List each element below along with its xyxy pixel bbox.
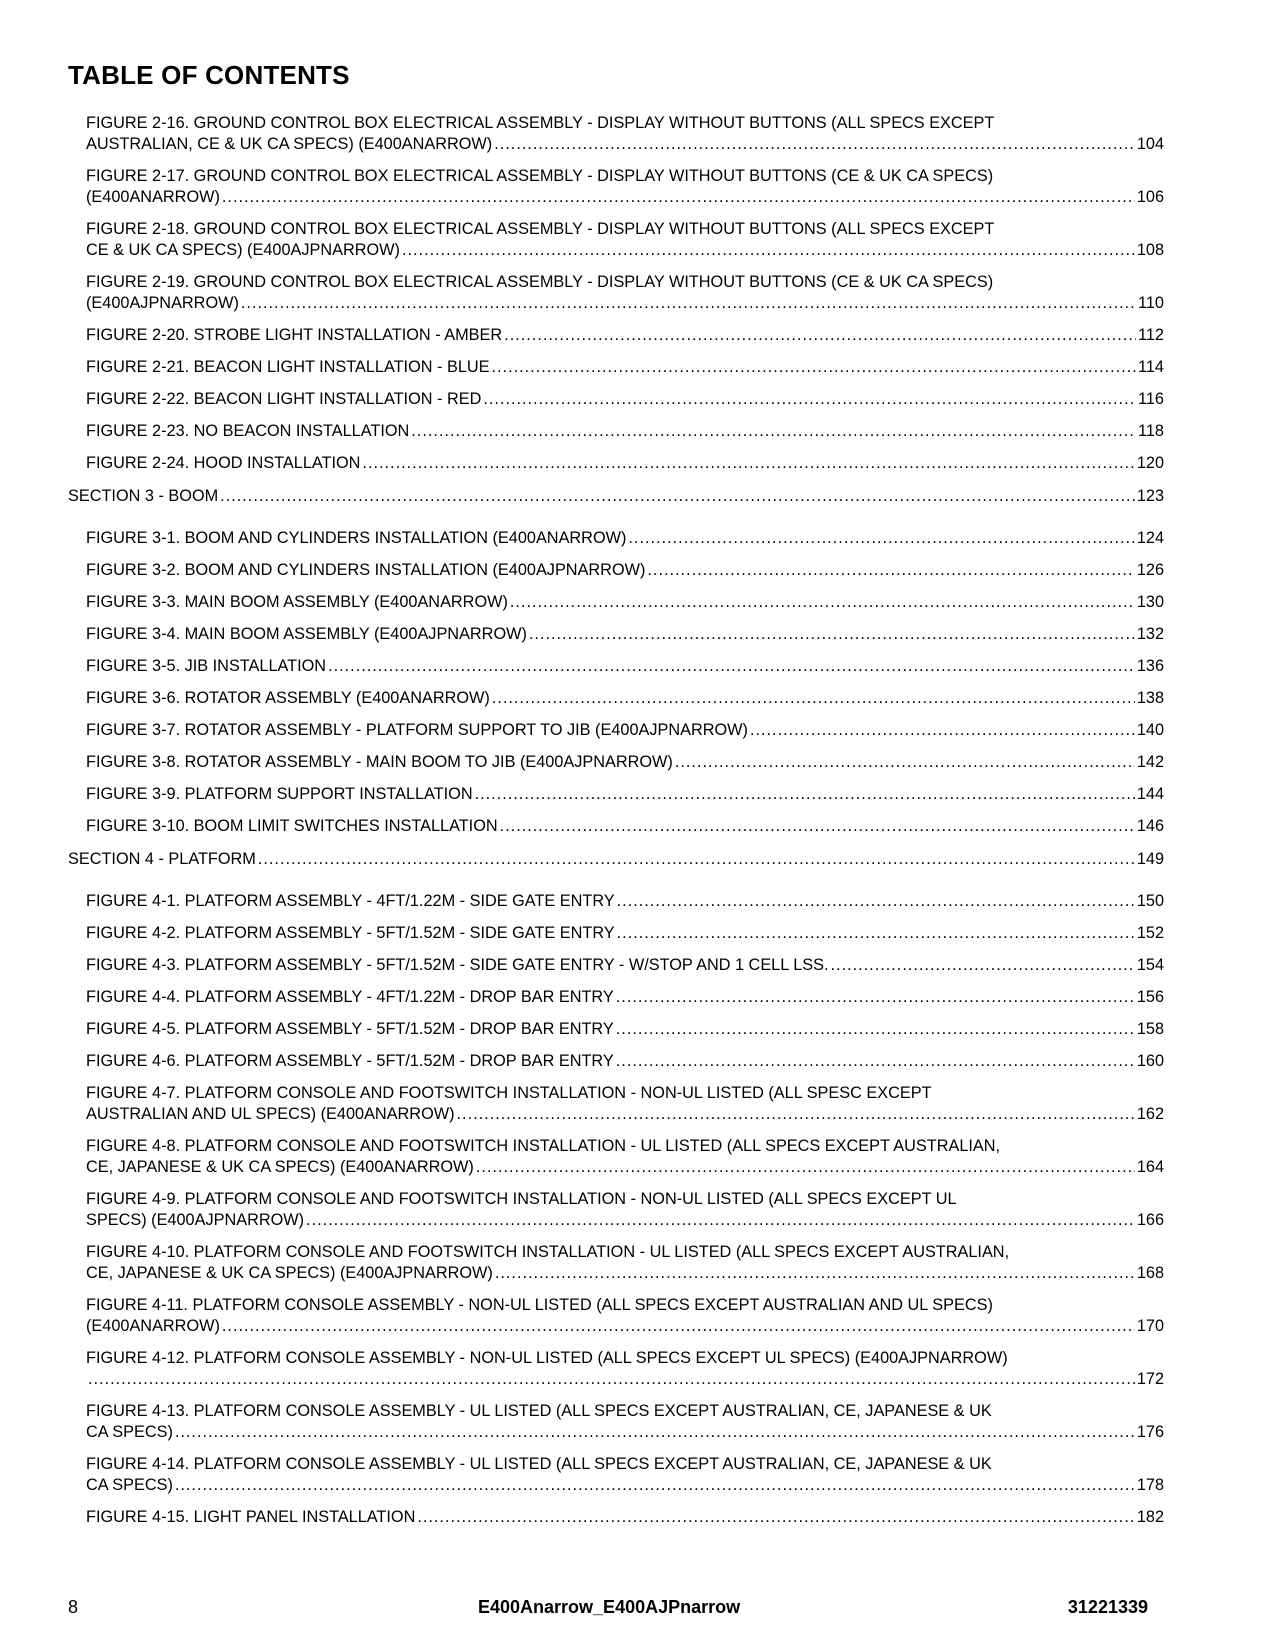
toc-entry-title-line: FIGURE 4-2. PLATFORM ASSEMBLY - 5FT/1.52M - SIDE GATE ENTRY [86,924,615,942]
toc-entry-title-line: FIGURE 4-11. PLATFORM CONSOLE ASSEMBLY - NON-UL LISTED (ALL SPECS EXCEPT AUSTRALIAN AND UL SPECS) [86,1296,993,1314]
dot-leader [617,923,1135,944]
footer-page-number: 8 [68,1597,79,1617]
toc-page-number: 160 [1136,1052,1164,1070]
toc-entry-title-line: FIGURE 3-3. MAIN BOOM ASSEMBLY (E400ANARROW) [86,593,508,611]
toc-entry-title-line: SECTION 3 - BOOM [68,487,219,505]
toc-page-number: 140 [1136,721,1164,739]
dot-leader [494,134,1135,155]
toc-entry-title-line: SPECS) (E400AJPNARROW) [86,1211,305,1229]
toc-figure-entry[interactable] [68,720,1164,741]
dot-leader [617,891,1135,912]
toc-entry-title-line: FIGURE 2-19. GROUND CONTROL BOX ELECTRICAL ASSEMBLY - DISPLAY WITHOUT BUTTONS (CE & UK CA SPECS) [86,273,994,291]
toc-entry-title-line: FIGURE 4-4. PLATFORM ASSEMBLY - 4FT/1.22M - DROP BAR ENTRY [86,988,614,1006]
toc-page-number: 110 [1138,294,1164,312]
toc-figure-entry[interactable] [68,113,1164,155]
toc-entry-title-line: FIGURE 3-7. ROTATOR ASSEMBLY - PLATFORM SUPPORT TO JIB (E400AJPNARROW) [86,721,748,739]
toc-page-number: 182 [1136,1508,1164,1526]
toc-figure-entry[interactable] [68,923,1164,944]
toc-figure-entry[interactable] [68,1019,1164,1040]
toc-page-number: 164 [1136,1158,1164,1176]
dot-leader [831,955,1135,976]
toc-figure-entry[interactable] [68,357,1164,378]
toc-entry-title-line: (E400ANARROW) [86,188,220,206]
toc-entry-title-line: SECTION 4 - PLATFORM [68,850,256,868]
toc-figure-entry[interactable] [68,453,1164,474]
dot-leader [647,560,1134,581]
toc-figure-entry[interactable] [68,1295,1164,1337]
dot-leader [675,752,1135,773]
toc-figure-entry[interactable] [68,1348,1164,1390]
toc-entry-title-line: FIGURE 4-8. PLATFORM CONSOLE AND FOOTSWITCH INSTALLATION - UL LISTED (ALL SPECS EXCEPT AUSTRALIAN, [86,1137,1001,1155]
toc-page-number: 112 [1138,326,1164,344]
toc-page-number: 162 [1136,1105,1164,1123]
table-of-contents [68,113,1164,1539]
dot-leader [258,849,1135,870]
toc-page-number: 106 [1136,188,1164,206]
toc-figure-entry[interactable] [68,1051,1164,1072]
dot-leader [628,528,1134,549]
toc-figure-entry[interactable] [68,752,1164,773]
toc-figure-entry[interactable] [68,1083,1164,1125]
toc-entry-title-line: FIGURE 4-12. PLATFORM CONSOLE ASSEMBLY - NON-UL LISTED (ALL SPECS EXCEPT UL SPECS) (E400AJPNARROW) [86,1349,1008,1367]
toc-page-number: 118 [1138,422,1164,440]
dot-leader [222,1316,1135,1337]
toc-figure-entry[interactable] [68,1189,1164,1231]
toc-entry-title-line: FIGURE 4-14. PLATFORM CONSOLE ASSEMBLY - UL LISTED (ALL SPECS EXCEPT AUSTRALIAN, CE, JAPANESE & UK [86,1455,992,1473]
dot-leader [475,784,1135,805]
toc-entry-title-line: FIGURE 2-24. HOOD INSTALLATION [86,454,361,472]
toc-entry-title-line: CE, JAPANESE & UK CA SPECS) (E400ANARROW) [86,1158,474,1176]
toc-figure-entry[interactable] [68,955,1164,976]
toc-page-number: 126 [1136,561,1164,579]
dot-leader [411,421,1136,442]
toc-page-number: 124 [1136,529,1164,547]
toc-figure-entry[interactable] [68,219,1164,261]
toc-entry-title-line: FIGURE 2-16. GROUND CONTROL BOX ELECTRICAL ASSEMBLY - DISPLAY WITHOUT BUTTONS (ALL SPECS EXCEPT [86,114,995,132]
toc-figure-entry[interactable] [68,528,1164,549]
toc-entry-title-line: FIGURE 4-3. PLATFORM ASSEMBLY - 5FT/1.52M - SIDE GATE ENTRY - W/STOP AND 1 CELL LSS. [86,956,829,974]
dot-leader [492,688,1135,709]
dot-leader [476,1157,1135,1178]
page-footer [68,1597,1148,1621]
toc-page-number: 114 [1138,358,1164,376]
toc-entry-title-line: (E400AJPNARROW) [86,294,239,312]
dot-leader [241,293,1136,314]
toc-page-number: 132 [1136,625,1164,643]
dot-leader [510,592,1135,613]
toc-entry-title-line: FIGURE 2-18. GROUND CONTROL BOX ELECTRICAL ASSEMBLY - DISPLAY WITHOUT BUTTONS (ALL SPECS EXCEPT [86,220,995,238]
dot-leader [616,1051,1135,1072]
toc-page-number: 176 [1136,1423,1164,1441]
toc-figure-entry[interactable] [68,592,1164,613]
toc-entry-title-line: FIGURE 3-6. ROTATOR ASSEMBLY (E400ANARROW) [86,689,490,707]
toc-page-number: 123 [1136,487,1164,505]
toc-page-number: 146 [1136,817,1164,835]
dot-leader [88,1369,1135,1390]
toc-figure-entry[interactable] [68,688,1164,709]
toc-page-number: 154 [1136,956,1164,974]
toc-figure-entry[interactable] [68,1136,1164,1178]
toc-entry-title-line: FIGURE 4-7. PLATFORM CONSOLE AND FOOTSWITCH INSTALLATION - NON-UL LISTED (ALL SPESC EXCEPT [86,1084,932,1102]
toc-figure-entry[interactable] [68,1242,1164,1284]
toc-entry-title-line: CA SPECS) [86,1476,173,1494]
toc-entry-title-line: FIGURE 3-8. ROTATOR ASSEMBLY - MAIN BOOM TO JIB (E400AJPNARROW) [86,753,673,771]
toc-entry-title-line: FIGURE 3-1. BOOM AND CYLINDERS INSTALLATION (E400ANARROW) [86,529,627,547]
footer-document-name: E400Anarrow_E400AJPnarrow [478,1597,741,1617]
toc-page-number: 138 [1136,689,1164,707]
toc-figure-entry[interactable] [68,272,1164,314]
toc-page-number: 178 [1136,1476,1164,1494]
toc-page-number: 158 [1136,1020,1164,1038]
toc-entry-title-line: FIGURE 2-23. NO BEACON INSTALLATION [86,422,410,440]
dot-leader [220,486,1135,507]
dot-leader [402,240,1135,261]
toc-entry-title-line: FIGURE 4-13. PLATFORM CONSOLE ASSEMBLY - UL LISTED (ALL SPECS EXCEPT AUSTRALIAN, CE, JAPANESE & UK [86,1402,992,1420]
toc-entry-title-line: FIGURE 2-21. BEACON LIGHT INSTALLATION - BLUE [86,358,490,376]
toc-entry-title-line: CA SPECS) [86,1423,173,1441]
toc-entry-title-line: AUSTRALIAN AND UL SPECS) (E400ANARROW) [86,1105,455,1123]
dot-leader [504,325,1136,346]
toc-entry-title-line: FIGURE 4-10. PLATFORM CONSOLE AND FOOTSWITCH INSTALLATION - UL LISTED (ALL SPECS EXCEPT AUSTRALIAN, [86,1243,1010,1261]
dot-leader [616,987,1135,1008]
dot-leader [306,1210,1135,1231]
toc-entry-title-line: FIGURE 4-1. PLATFORM ASSEMBLY - 4FT/1.22M - SIDE GATE ENTRY [86,892,615,910]
toc-figure-entry[interactable] [68,816,1164,837]
dot-leader [492,357,1137,378]
toc-figure-entry[interactable] [68,1507,1164,1528]
dot-leader [495,1263,1135,1284]
toc-figure-entry[interactable] [68,1454,1164,1496]
footer-document-number: 31221339 [1067,1597,1148,1617]
toc-entry-title-line: FIGURE 4-5. PLATFORM ASSEMBLY - 5FT/1.52M - DROP BAR ENTRY [86,1020,614,1038]
dot-leader [362,453,1134,474]
toc-page-number: 116 [1138,390,1164,408]
dot-leader [175,1475,1135,1496]
dot-leader [222,187,1135,208]
dot-leader [616,1019,1135,1040]
toc-page-number: 166 [1136,1211,1164,1229]
dot-leader [483,389,1136,410]
toc-entry-title-line: FIGURE 2-20. STROBE LIGHT INSTALLATION - AMBER [86,326,503,344]
toc-figure-entry[interactable] [68,891,1164,912]
toc-page-number: 130 [1136,593,1164,611]
toc-section-entry[interactable] [68,486,1164,507]
toc-figure-entry[interactable] [68,624,1164,645]
toc-entry-title-line: CE, JAPANESE & UK CA SPECS) (E400AJPNARROW) [86,1264,493,1282]
toc-entry-title-line: FIGURE 2-22. BEACON LIGHT INSTALLATION - RED [86,390,482,408]
toc-figure-entry[interactable] [68,560,1164,581]
toc-page-number: 149 [1136,850,1164,868]
toc-entry-title-line: CE & UK CA SPECS) (E400AJPNARROW) [86,241,400,259]
toc-page-number: 170 [1136,1317,1164,1335]
toc-page-number: 152 [1136,924,1164,942]
toc-entry-title-line: FIGURE 3-4. MAIN BOOM ASSEMBLY (E400AJPNARROW) [86,625,527,643]
toc-page-number: 156 [1136,988,1164,1006]
toc-figure-entry[interactable] [68,166,1164,208]
toc-entry-title-line: FIGURE 3-9. PLATFORM SUPPORT INSTALLATION [86,785,473,803]
toc-page-number: 104 [1136,135,1164,153]
toc-figure-entry[interactable] [68,656,1164,677]
toc-figure-entry[interactable] [68,987,1164,1008]
toc-entry-title-line: FIGURE 4-6. PLATFORM ASSEMBLY - 5FT/1.52M - DROP BAR ENTRY [86,1052,614,1070]
page-title: TABLE OF CONTENTS [68,60,350,90]
toc-figure-entry[interactable] [68,325,1164,346]
dot-leader [417,1507,1135,1528]
toc-page-number: 168 [1136,1264,1164,1282]
toc-page-number: 108 [1136,241,1164,259]
toc-entry-title-line: FIGURE 2-17. GROUND CONTROL BOX ELECTRICAL ASSEMBLY - DISPLAY WITHOUT BUTTONS (CE & UK CA SPECS) [86,167,994,185]
toc-page-number: 120 [1136,454,1164,472]
toc-section-entry[interactable] [68,849,1164,870]
toc-entry-title-line: FIGURE 4-9. PLATFORM CONSOLE AND FOOTSWITCH INSTALLATION - NON-UL LISTED (ALL SPECS EXCEPT UL [86,1190,957,1208]
toc-figure-entry[interactable] [68,421,1164,442]
toc-entry-title-line: FIGURE 4-15. LIGHT PANEL INSTALLATION [86,1508,416,1526]
toc-figure-entry[interactable] [68,784,1164,805]
toc-entry-title-line: FIGURE 3-10. BOOM LIMIT SWITCHES INSTALLATION [86,817,498,835]
dot-leader [175,1422,1135,1443]
toc-entry-title-line: FIGURE 3-2. BOOM AND CYLINDERS INSTALLATION (E400AJPNARROW) [86,561,646,579]
dot-leader [750,720,1135,741]
toc-figure-entry[interactable] [68,1401,1164,1443]
toc-entry-title-line: (E400ANARROW) [86,1317,220,1335]
toc-page-number: 144 [1136,785,1164,803]
toc-page-number: 172 [1136,1370,1164,1388]
toc-page-number: 136 [1136,657,1164,675]
dot-leader [457,1104,1135,1125]
toc-page-number: 142 [1136,753,1164,771]
dot-leader [529,624,1135,645]
toc-figure-entry[interactable] [68,389,1164,410]
toc-entry-title-line: FIGURE 3-5. JIB INSTALLATION [86,657,327,675]
dot-leader [500,816,1135,837]
dot-leader [328,656,1135,677]
toc-entry-title-line: AUSTRALIAN, CE & UK CA SPECS) (E400ANARROW) [86,135,493,153]
toc-page-number: 150 [1136,892,1164,910]
